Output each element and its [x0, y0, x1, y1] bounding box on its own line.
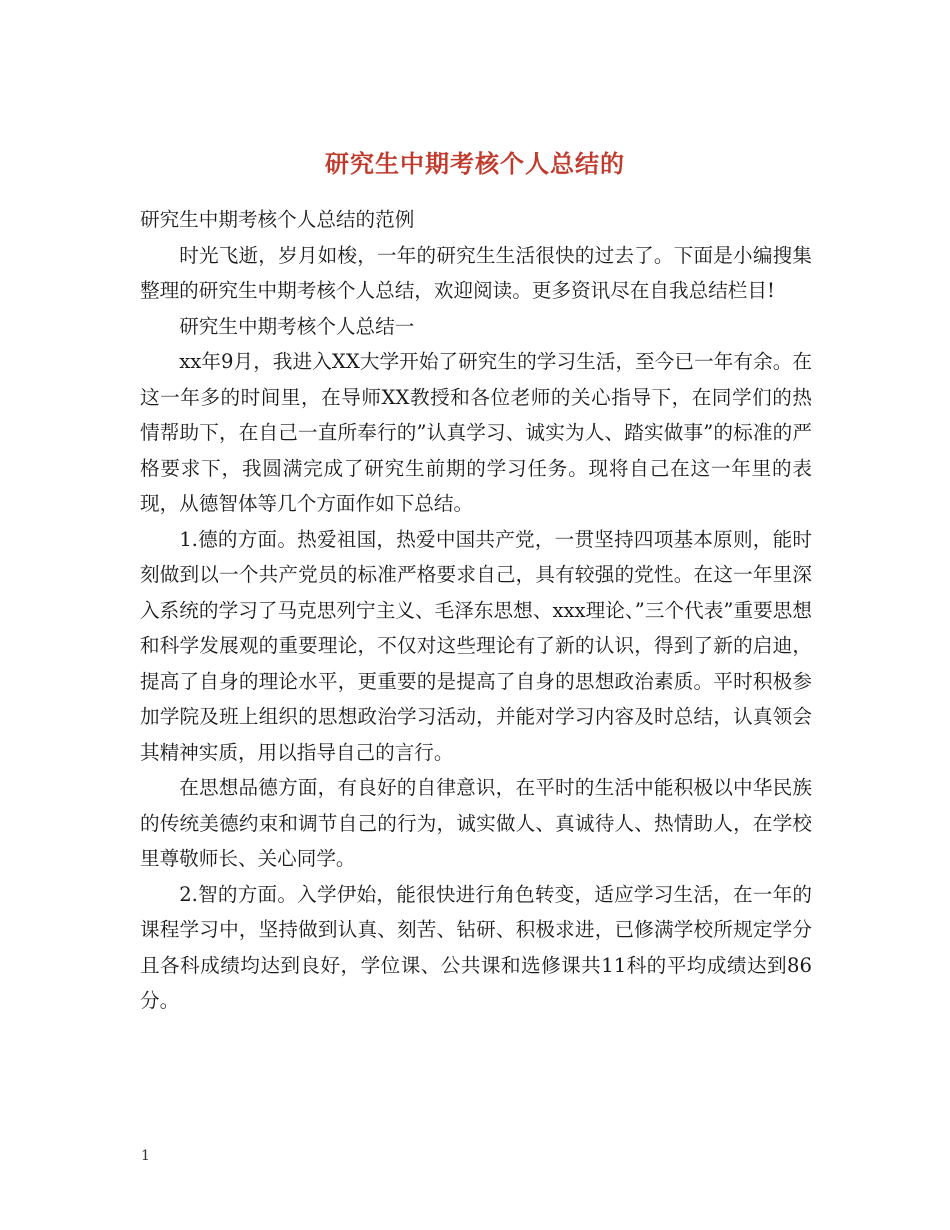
paragraph-section-heading: 研究生中期考核个人总结一 [179, 314, 415, 338]
paragraph-intro: 时光飞逝，岁月如梭，一年的研究生生活很快的过去了。下面是小编搜集整理的研究生中期考核个人总结，欢迎阅读。更多资讯尽在自我总结栏目! [140, 243, 812, 302]
paragraph-character: 在思想品德方面，有良好的自律意识，在平时的生活中能积极以中华民族的传统美德约束和调节自己的行为，诚实做人、真诚待人、热情助人，在学校里尊敬师长、关心同学。 [140, 776, 812, 870]
paragraph-subtitle: 研究生中期考核个人总结的范例 [140, 208, 415, 231]
paragraph-overview: xx年9月，我进入XX大学开始了研究生的学习生活，至今已一年有余。在这一年多的时间里，在导师XX教授和各位老师的关心指导下，在同学们的热情帮助下，在自己一直所奉行的”认真学习、诚实为人、踏实做事”的标准的严格要求下，我圆满完成了研究生前期的学习任务。现将自己在这一年里的表现，从德智体等几个方面作如下总结。 [140, 350, 812, 515]
paragraph-intellect: 2.智的方面。入学伊始，能很快进行角色转变，适应学习生活，在一年的课程学习中，坚持做到认真、刻苦、钻研、积极求进，已修满学校所规定学分且各科成绩均达到良好，学位课、公共课和选修课共11科的平均成绩达到86分。 [140, 882, 812, 1012]
page-number: 1 [141, 1148, 150, 1164]
document-body [140, 202, 812, 1019]
paragraph-morality: 1.德的方面。热爱祖国，热爱中国共产党，一贯坚持四项基本原则，能时刻做到以一个共产党员的标准严格要求自己，具有较强的党性。在这一年里深入系统的学习了马克思列宁主义、毛泽东思想、xxx理论、”三个代表”重要思想和科学发展观的重要理论，不仅对这些理论有了新的认识，得到了新的启迪，提高了自身的理论水平，更重要的是提高了自身的思想政治素质。平时积极参加学院及班上组织的思想政治学习活动，并能对学习内容及时总结，认真领会其精神实质，用以指导自己的言行。 [140, 527, 812, 764]
document-title: 研究生中期考核个人总结的 [325, 149, 625, 179]
